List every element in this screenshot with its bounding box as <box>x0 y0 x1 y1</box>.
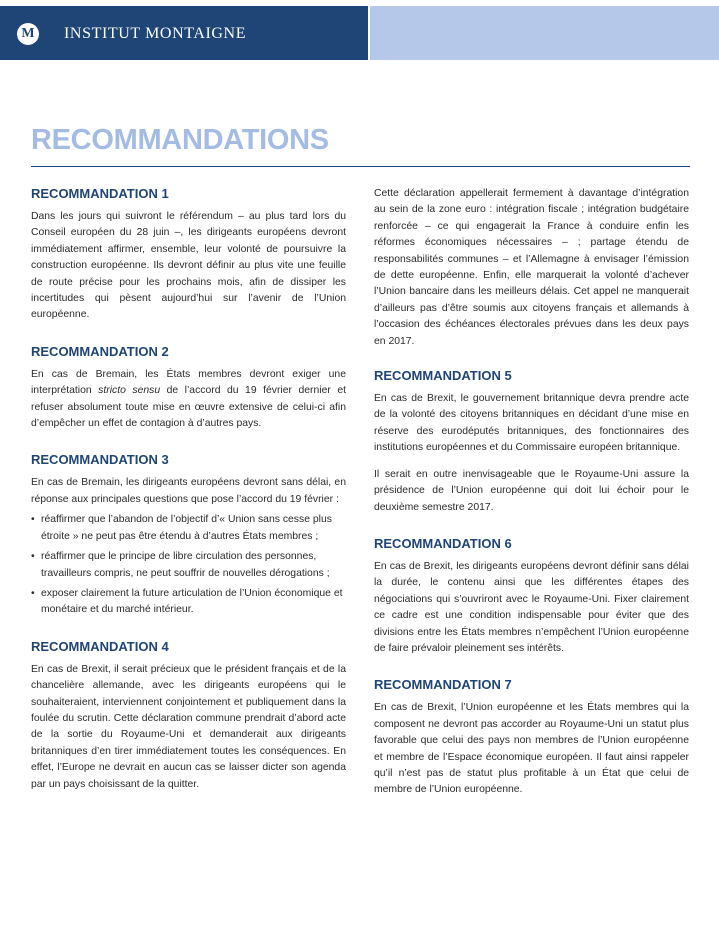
recommendation-5-text-1: En cas de Brexit, le gouvernement britannique devra prendre acte de la volonté des citoyens britanniques en décidant d’une mise en réserve des eurodéputés britanniques, des fonctionnaires des institutions européennes et du Commissaire européen britannique. <box>374 393 689 454</box>
recommendation-3 <box>31 452 346 618</box>
list-item-text: réaffirmer que l’abandon de l’objectif d’« Union sans cesse plus étroite » ne peut pas être étendu à d’autres États membres ; <box>41 514 332 542</box>
bullet-icon: • <box>31 514 35 526</box>
recommendation-4 <box>31 639 346 793</box>
recommendation-6-text: En cas de Brexit, les dirigeants européens devront définir sans délai la durée, le contenu ainsi que les différentes étapes des négociations qui s’ouvriront avec le Royaume-Uni. Fixer clairement ce cadre est une condition indispensable pour éviter que des divisions entre les États membres n’empêchent l’Union européenne de faire prévaloir pleinement ses intérêts. <box>374 560 689 654</box>
recommendation-7 <box>374 677 689 798</box>
recommendation-4-heading: RECOMMANDATION 4 <box>31 638 169 654</box>
right-column <box>374 186 689 819</box>
recommendation-3-intro: En cas de Bremain, les dirigeants européens devront sans délai, en réponse aux principales questions que pose l’accord du 19 février : <box>31 477 346 505</box>
recommendation-5-text-2: Il serait en outre inenvisageable que le Royaume-Uni assure la présidence de l’Union européenne qui doit lui échoir pour le deuxième semestre 2017. <box>374 468 689 513</box>
recommendation-3-heading: RECOMMANDATION 3 <box>31 452 169 468</box>
header-accent-band <box>370 6 719 60</box>
recommendation-2-text-start: En cas de Bremain, les États membres devront exiger une interprétation <box>31 368 346 397</box>
recommendation-1-heading: RECOMMANDATION 1 <box>31 186 169 201</box>
recommendation-6-heading: RECOMMANDATION 6 <box>374 535 512 551</box>
recommendation-7-heading: RECOMMANDATION 7 <box>374 677 512 693</box>
recommendation-2-italic-term: stricto sensu <box>98 385 161 397</box>
recommendation-2-text-end: de l’accord du 19 février dernier et refuser absolument toute mise en œuvre extensive de celui-ci afin d’empêcher un effet de contagion à d’autres pays. <box>31 385 346 430</box>
recommendation-2 <box>31 344 346 433</box>
list-item <box>31 512 346 545</box>
list-item <box>31 586 346 619</box>
recommendation-6 <box>374 536 689 657</box>
recommendation-5-heading: RECOMMANDATION 5 <box>374 368 512 384</box>
bullet-icon: • <box>31 551 35 563</box>
recommendation-7-text: En cas de Brexit, l’Union européenne et les États membres qui la composent ne devront pas accorder au Royaume-Uni un statut plus favorable que celui des pays non membres de l’Union européenne et membre de l’Espace économique européen. Il faut ainsi rappeler qu’il n’est pas de statut plus profitable à un État que celui de membre de l’Union européenne. <box>374 702 689 796</box>
page-title: RECOMMANDATIONS <box>31 124 329 156</box>
recommendation-4-text: En cas de Brexit, il serait précieux que le président français et de la chancelière allemande, avec les dirigeants européens qui le souhaiteraient, interviennent conjointement et publiquement dans la foulée du scrutin. Cette déclaration commune prendrait d’abord acte de la sortie du Royaume-Uni et demanderait aux dirigeants britanniques d’en tirer immédiatement toutes les conséquences. En effet, l’Europe ne devrait en aucun cas se laisser dicter son agenda par un pays choisissant de la quitter. <box>31 663 346 790</box>
recommendation-5 <box>374 368 689 516</box>
recommendation-4-continued-text: Cette déclaration appellerait fermement à davantage d’intégration au sein de la zone euro : intégration fiscale ; intégration budgétaire renforcée – ce qui engagerait la France à conduire enfin les réformes économiques nécessaires – ; partage étendu de responsabilités communes – et l’Allemagne à envisager l’émission de dette européenne. Enfin, elle marquerait la volonté d’achever l’Union bancaire dans les meilleurs délais. Cet appel ne manquerait d’ailleurs pas d’être soumis aux citoyens français et allemands à l’occasion des échéances électorales prévues dans les deux pays en 2017. <box>374 188 689 347</box>
bullet-icon: • <box>31 587 35 599</box>
list-item-text: exposer clairement la future articulation de l’Union économique et monétaire et du marché intérieur. <box>41 587 343 616</box>
header-brand-band <box>0 6 368 60</box>
title-divider <box>31 166 690 167</box>
list-item-text: réaffirmer que le principe de libre circulation des personnes, travailleurs compris, ne peut souffrir de nouvelles dérogations ; <box>41 551 330 579</box>
recommendation-1-text: Dans les jours qui suivront le référendum – au plus tard lors du Conseil européen du 28 juin –, les dirigeants européens devront immédiatement affirmer, ensemble, leur volonté de poursuivre la construction européenne. Ils devront définir au plus vite une feuille de route précise pour les prochains mois, afin de dissiper les incertitudes qui pèsent aujourd’hui sur l’avenir de l’Union européenne. <box>31 211 346 321</box>
page-header <box>0 6 719 60</box>
left-column <box>31 186 346 813</box>
recommendation-2-heading: RECOMMANDATION 2 <box>31 343 169 359</box>
recommendation-1 <box>31 186 346 324</box>
recommendation-2-text <box>31 367 346 433</box>
brand-name: INSTITUT MONTAIGNE <box>64 25 247 42</box>
list-item <box>31 549 346 582</box>
recommendation-3-bullet-list <box>31 512 346 618</box>
institut-montaigne-logo-icon: M <box>17 23 39 45</box>
